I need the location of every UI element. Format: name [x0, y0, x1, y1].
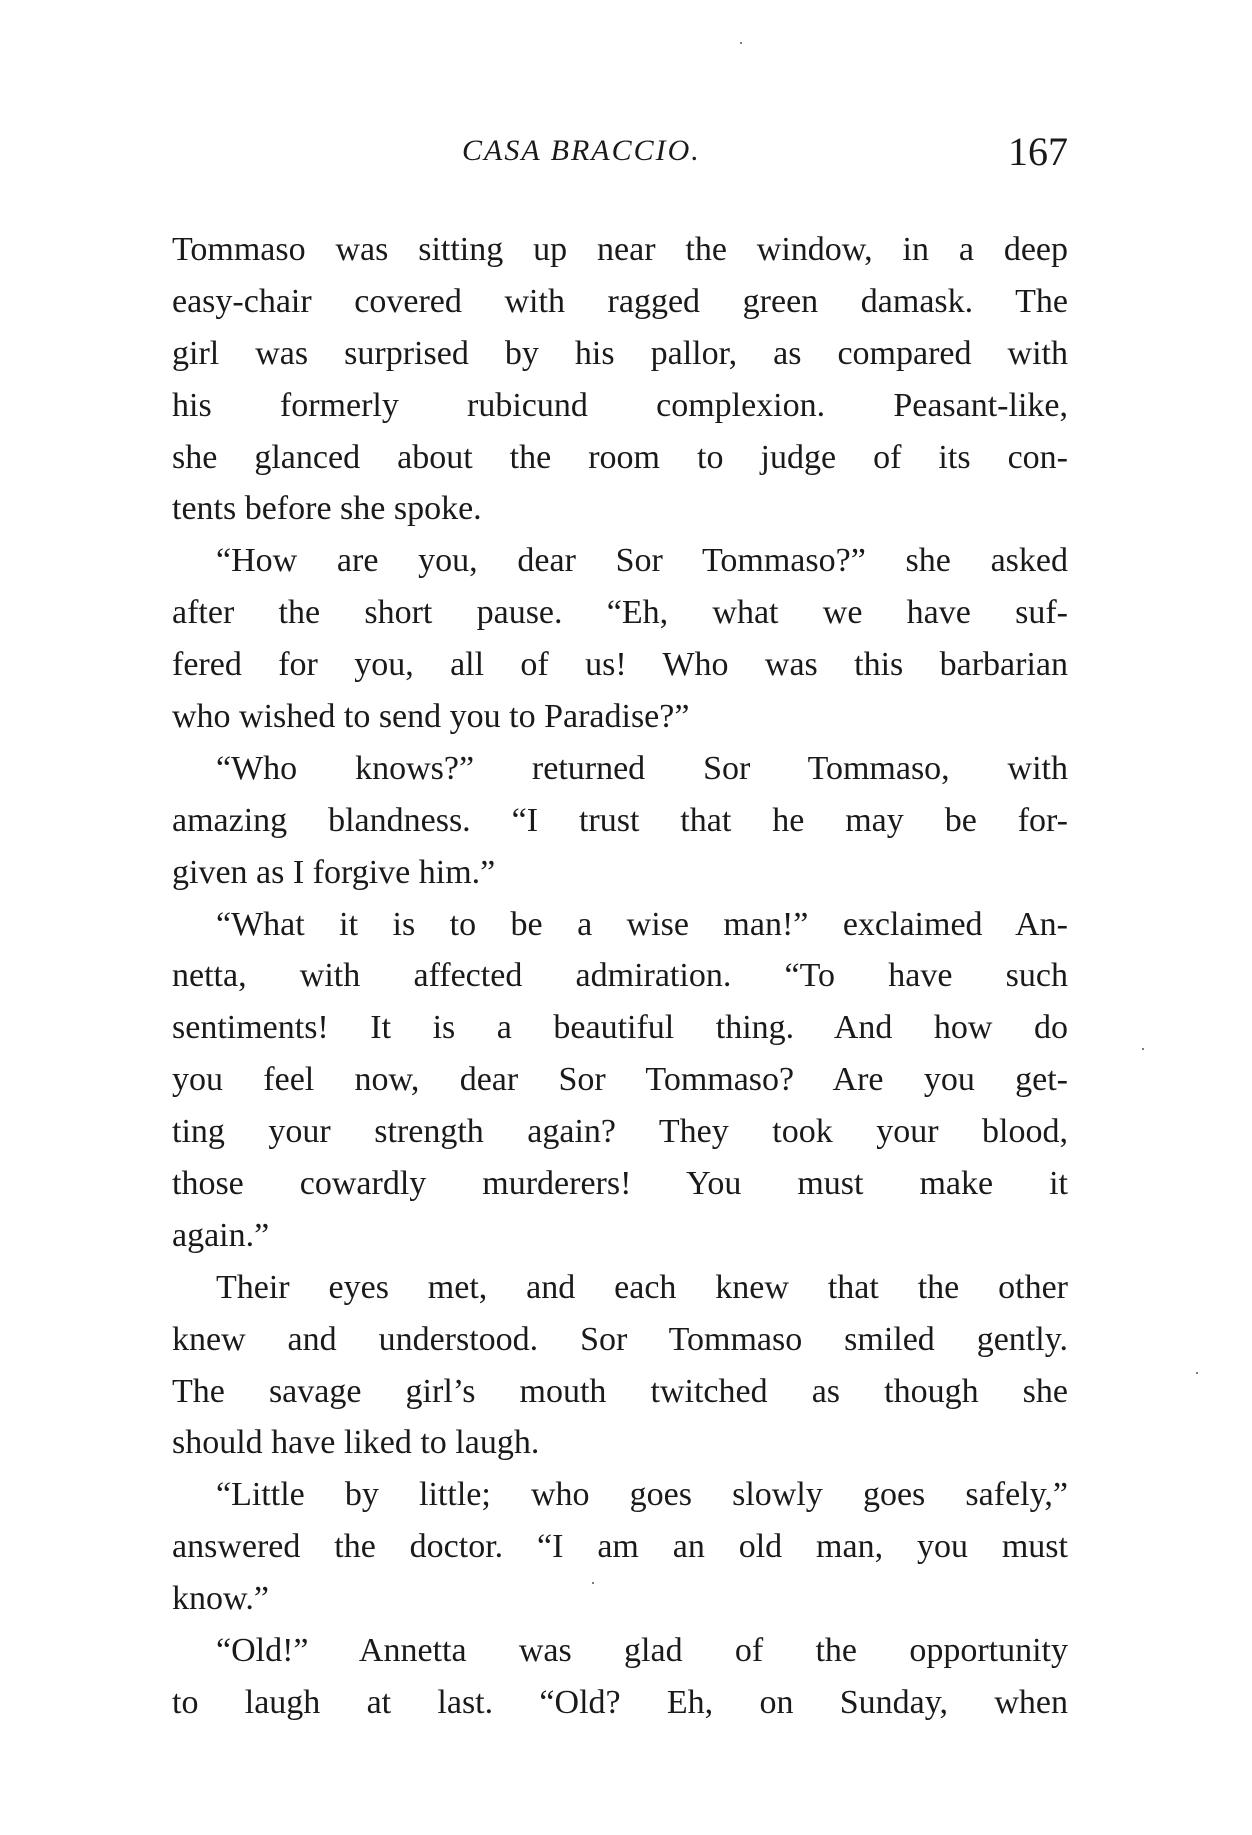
text-line: Their eyes met, and each knew that the other [216, 1268, 1068, 1306]
text-line: “Old!” Annetta was glad of the opportunity [216, 1632, 1068, 1670]
text-line: again.” [172, 1216, 270, 1254]
paper-speck [1196, 1372, 1198, 1374]
text-line: answered the doctor. “I am an old man, you must [172, 1528, 1068, 1566]
text-line: given as I forgive him.” [172, 853, 496, 891]
text-line: to laugh at last. “Old? Eh, on Sunday, when [172, 1683, 1068, 1721]
running-head [172, 128, 1068, 184]
text-line: who wished to send you to Paradise?” [172, 698, 690, 736]
paper-speck [1142, 1048, 1144, 1050]
text-line: his formerly rubicund complexion. Peasant-like, [172, 386, 1068, 424]
text-line: those cowardly murderers! You must make it [172, 1165, 1068, 1203]
text-line: easy-chair covered with ragged green damask. The [172, 282, 1068, 320]
text-line: know.” [172, 1580, 269, 1618]
text-line: should have liked to laugh. [172, 1424, 540, 1462]
text-line: The savage girl’s mouth twitched as though she [172, 1372, 1068, 1410]
running-title: CASA BRACCIO. [462, 134, 701, 167]
text-line: “What it is to be a wise man!” exclaimed An- [216, 905, 1068, 943]
text-line: “Who knows?” returned Sor Tommaso, with [216, 749, 1068, 787]
text-line: you feel now, dear Sor Tommaso? Are you get- [172, 1061, 1068, 1099]
text-line: “Little by little; who goes slowly goes safely,” [216, 1476, 1068, 1514]
text-line: ting your strength again? They took your blood, [172, 1113, 1068, 1151]
text-line: amazing blandness. “I trust that he may be for- [172, 801, 1068, 839]
paper-speck [740, 42, 742, 44]
text-line: knew and understood. Sor Tommaso smiled gently. [172, 1320, 1068, 1358]
text-line: “How are you, dear Sor Tommaso?” she asked [216, 542, 1068, 580]
text-line: sentiments! It is a beautiful thing. And how do [172, 1009, 1068, 1047]
text-line: tents before she spoke. [172, 490, 482, 528]
text-line: Tommaso was sitting up near the window, in a deep [172, 231, 1068, 268]
text-line: girl was surprised by his pallor, as compared with [172, 334, 1068, 372]
text-line: after the short pause. “Eh, what we have suf- [172, 594, 1068, 632]
body-text [172, 224, 1068, 1729]
page-number: 167 [1008, 129, 1068, 174]
text-line: she glanced about the room to judge of its con- [172, 438, 1068, 476]
text-line: netta, with affected admiration. “To have such [172, 957, 1068, 995]
text-line: fered for you, all of us! Who was this barbarian [172, 646, 1068, 684]
